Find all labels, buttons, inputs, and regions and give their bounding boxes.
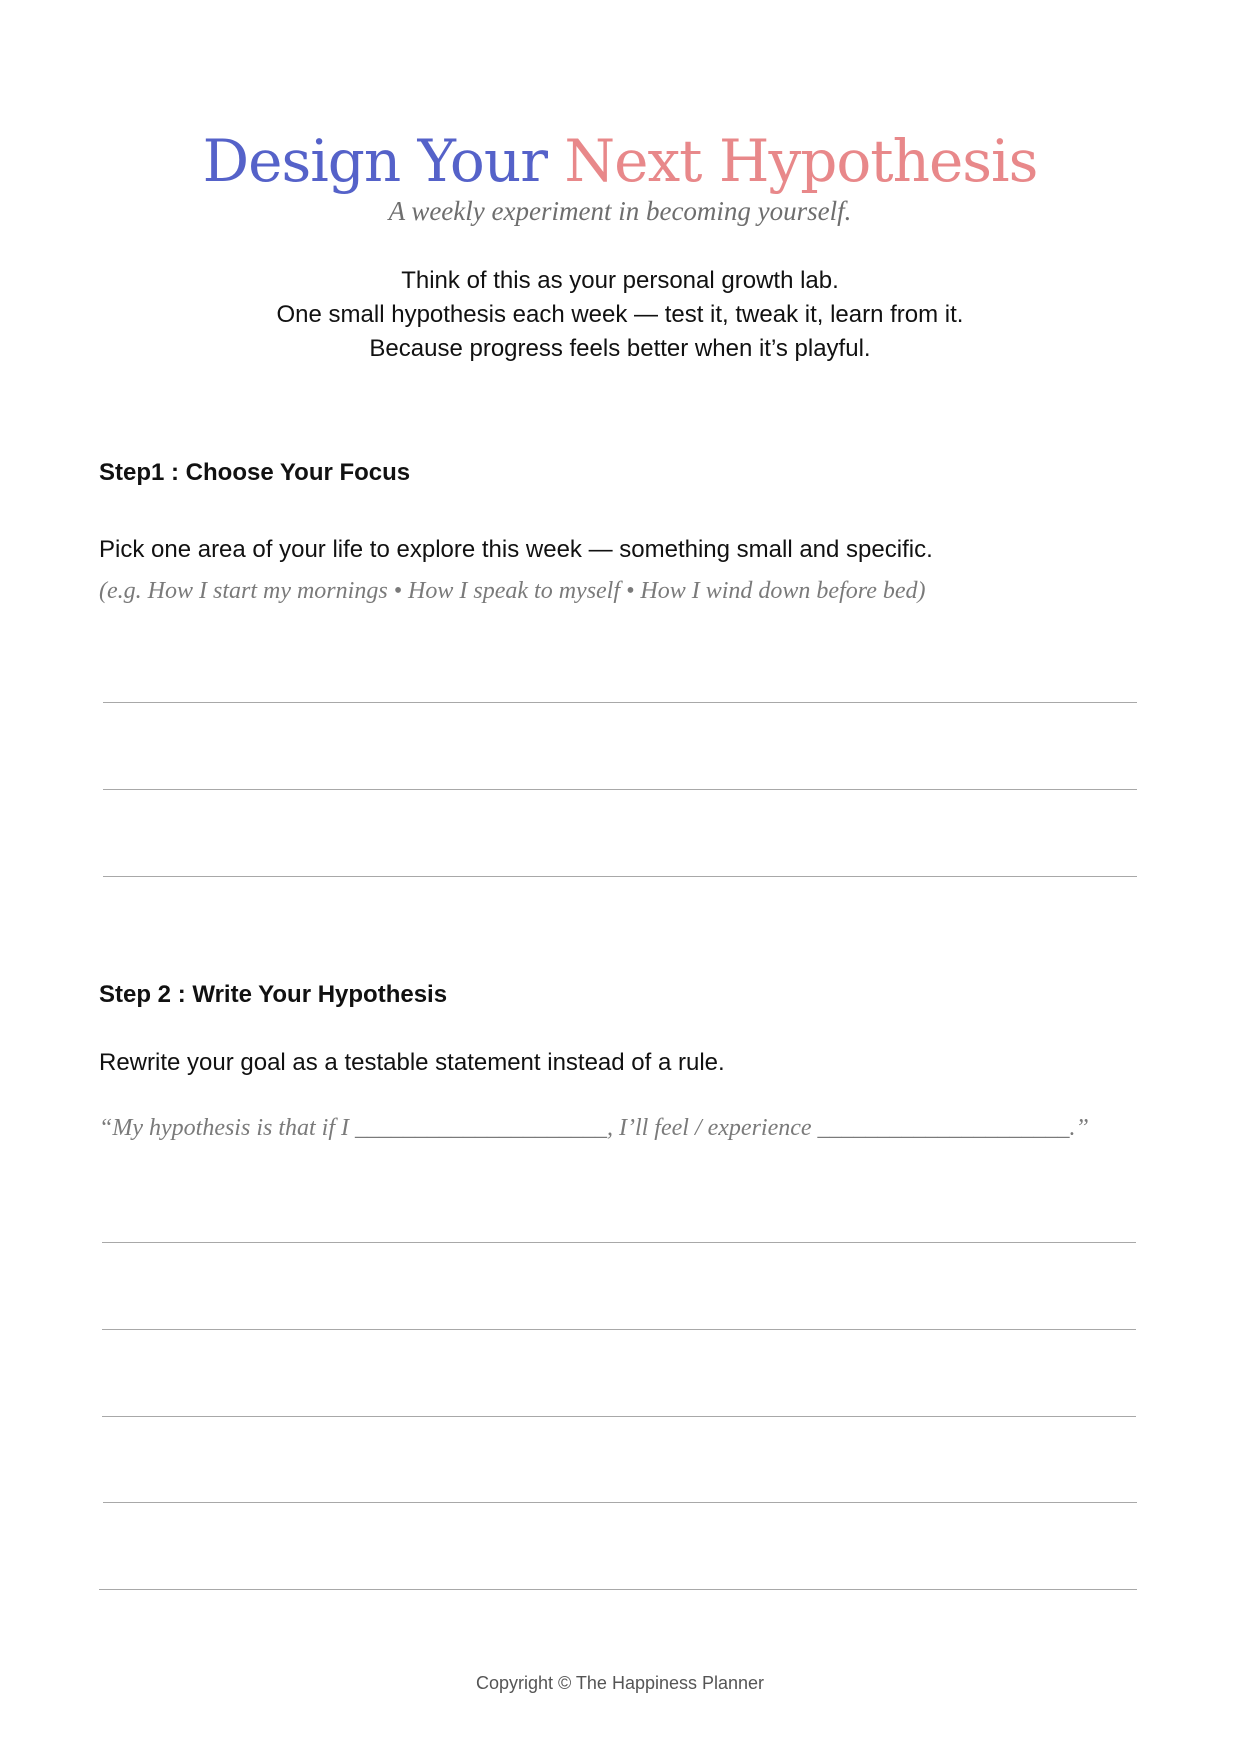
step1-example: (e.g. How I start my mornings • How I speak to myself • How I wind down before bed): [99, 578, 926, 604]
step1-writing-line-2[interactable]: [103, 789, 1137, 790]
step1-writing-line-3[interactable]: [103, 876, 1137, 877]
intro-line: One small hypothesis each week — test it, tweak it, learn from it.: [276, 301, 964, 328]
page-title: [0, 127, 1240, 195]
subtitle: A weekly experiment in becoming yourself.: [388, 196, 852, 226]
step2-heading: Step 2 : Write Your Hypothesis: [99, 981, 448, 1008]
step2-writing-line-5[interactable]: [99, 1589, 1137, 1590]
intro-line: Because progress feels better when it’s playful.: [369, 335, 871, 362]
step2-writing-line-4[interactable]: [103, 1502, 1137, 1503]
step2-writing-line-1[interactable]: [102, 1242, 1136, 1243]
step2-example: “My hypothesis is that if I _____________________, I’ll feel / experience _____________________.”: [99, 1115, 1089, 1141]
footer-copyright: Copyright © The Happiness Planner: [475, 1673, 765, 1693]
step1-description: Pick one area of your life to explore this week — something small and specific.: [99, 536, 933, 563]
step1-heading: Step1 : Choose Your Focus: [99, 459, 411, 486]
title-part-blue: Design Your: [202, 126, 547, 195]
step1-writing-line-1[interactable]: [103, 702, 1137, 703]
step2-writing-line-2[interactable]: [102, 1329, 1136, 1330]
step2-writing-line-3[interactable]: [102, 1416, 1136, 1417]
step2-description: Rewrite your goal as a testable statement instead of a rule.: [99, 1049, 725, 1076]
intro-line: Think of this as your personal growth lab.: [401, 267, 839, 294]
title-part-pink: Next Hypothesis: [564, 126, 1038, 195]
intro-paragraph: [0, 264, 1240, 366]
